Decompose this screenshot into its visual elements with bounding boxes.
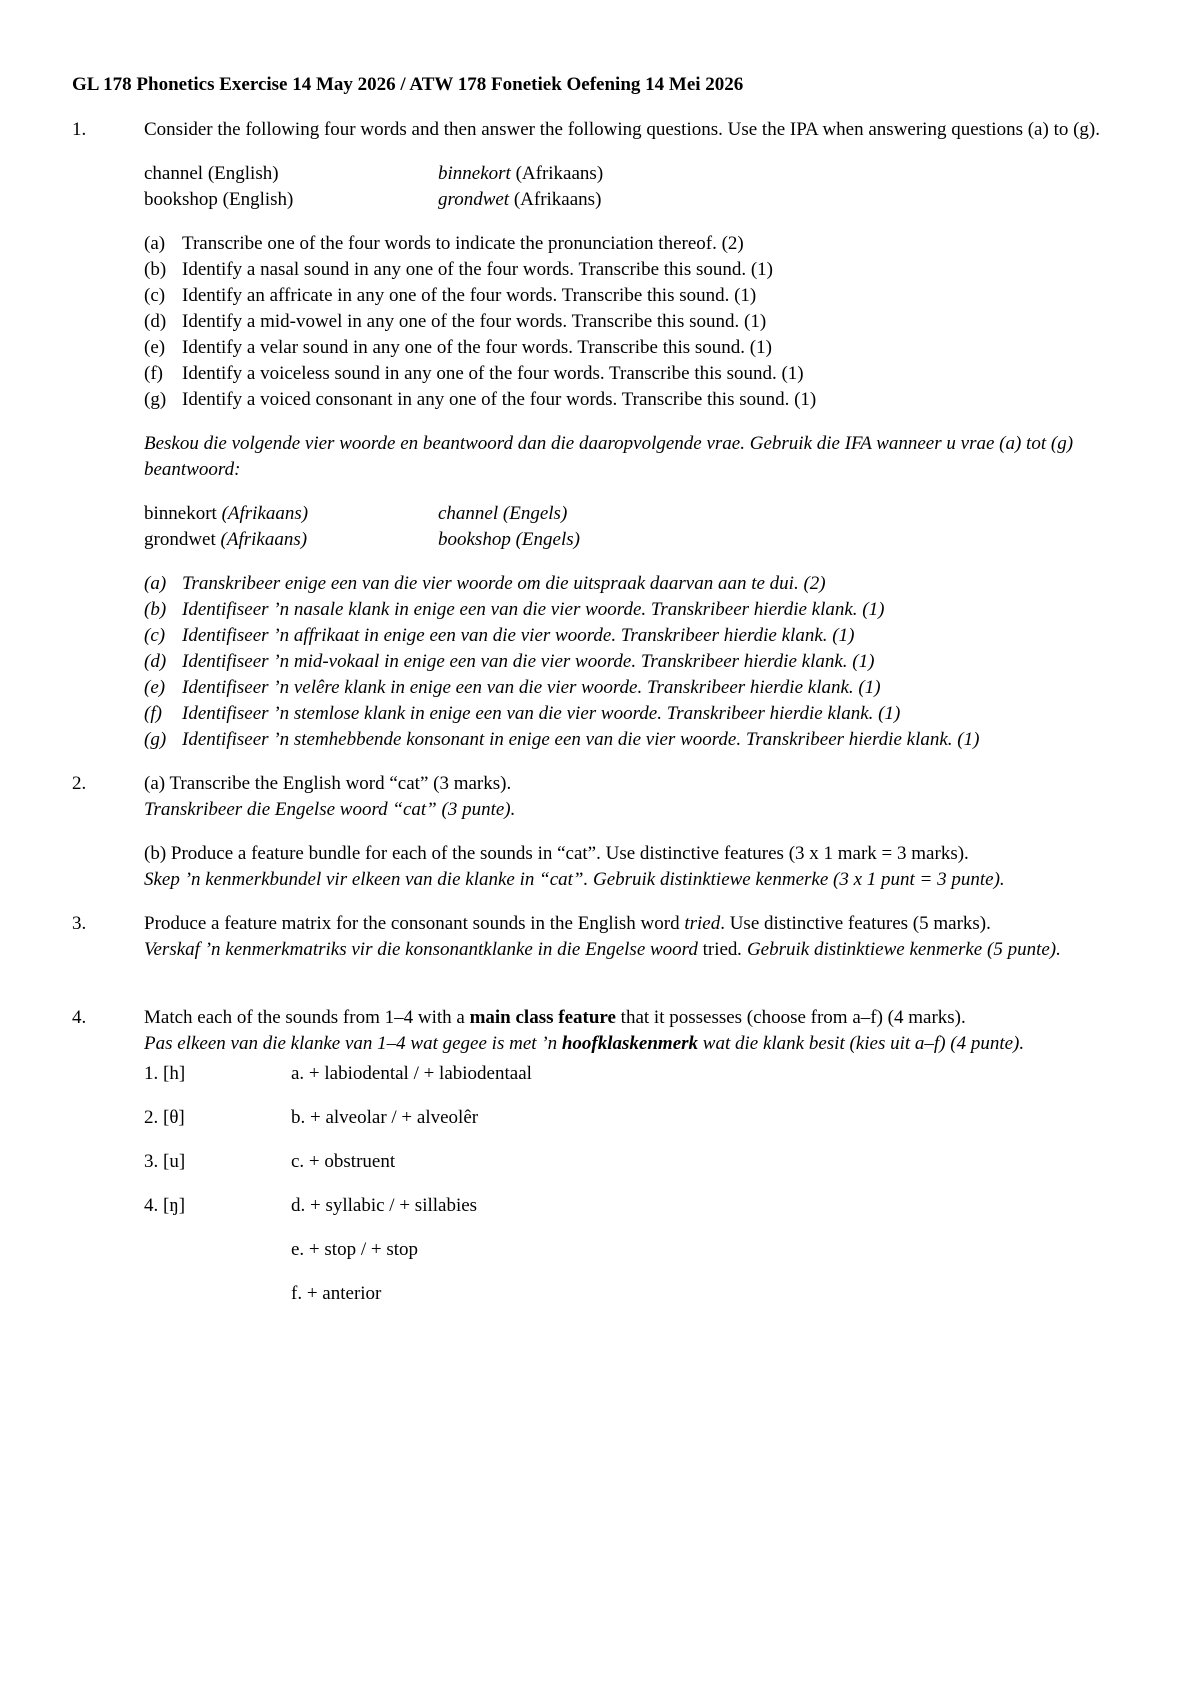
list-item: (c) Identifiseer ’n affrikaat in enige een van die vier woorde. Transkribeer hierdie klank. (1) — [144, 625, 855, 646]
list-item: (b) Identify a nasal sound in any one of the four words. Transcribe this sound. (1) — [144, 259, 774, 280]
question-body — [144, 1005, 1142, 1307]
sound-item: 4. [ŋ] — [144, 1195, 186, 1216]
list-item: (d) Identifiseer ’n mid-vokaal in enige een van die vier woorde. Transkribeer hierdie klank. (1) — [144, 651, 875, 672]
word-entry: bookshop (Engels) — [438, 529, 580, 550]
word-entry: grondwet (Afrikaans) — [144, 529, 308, 550]
feature-item: a. + labiodental / + labiodentaal — [291, 1063, 532, 1084]
list-item: (d) Identify a mid-vowel in any one of the four words. Transcribe this sound. (1) — [144, 311, 767, 332]
feature-item: c. + obstruent — [291, 1151, 396, 1172]
list-item: (a) Transkribeer enige een van die vier woorde om die uitspraak daarvan aan te dui. (2) — [144, 573, 826, 594]
word-entry: channel (Engels) — [438, 503, 568, 524]
question-1 — [72, 117, 1142, 753]
q1-intro-af: Beskou die volgende vier woorde en beantwoord dan die daaropvolgende vrae. Gebruik die IFA wanneer u vrae (a) tot (g) beantwoord: — [144, 433, 1074, 480]
question-number: 4. — [72, 1007, 87, 1028]
question-number: 1. — [72, 119, 87, 140]
q1-words-af — [144, 501, 1142, 553]
q1-intro-en: Consider the following four words and then answer the following questions. Use the IPA when answering questions (a) to (g). — [144, 119, 1101, 140]
q4-en: Match each of the sounds from 1–4 with a main class feature that it possesses (choose from a–f) (4 marks). — [144, 1007, 966, 1028]
question-body — [144, 117, 1142, 753]
feature-item: e. + stop / + stop — [291, 1239, 418, 1260]
list-item: (e) Identifiseer ’n velêre klank in enige een van die vier woorde. Transkribeer hierdie klank. (1) — [144, 677, 881, 698]
document-page — [72, 72, 1142, 1307]
q2-b-en: (b) Produce a feature bundle for each of the sounds in “cat”. Use distinctive features (3 x 1 mark = 3 marks). — [144, 843, 969, 864]
question-3 — [72, 911, 1142, 963]
list-item: (c) Identify an affricate in any one of the four words. Transcribe this sound. (1) — [144, 285, 757, 306]
sound-item: 1. [h] — [144, 1063, 186, 1084]
feature-item: b. + alveolar / + alveolêr — [291, 1107, 479, 1128]
q1-items-af — [144, 571, 1142, 753]
question-2 — [72, 771, 1142, 893]
q1-items-en — [144, 231, 1142, 413]
question-4 — [72, 1005, 1142, 1307]
list-item: (f) Identifiseer ’n stemlose klank in enige een van die vier woorde. Transkribeer hierdie klank. (1) — [144, 703, 901, 724]
feature-item: d. + syllabic / + sillabies — [291, 1195, 478, 1216]
list-item: (g) Identify a voiced consonant in any one of the four words. Transcribe this sound. (1) — [144, 389, 817, 410]
q2-a-en: (a) Transcribe the English word “cat” (3 marks). — [144, 773, 512, 794]
word-entry: binnekort (Afrikaans) — [438, 163, 604, 184]
sound-item: 3. [u] — [144, 1151, 186, 1172]
question-body — [144, 911, 1142, 963]
list-item: (e) Identify a velar sound in any one of the four words. Transcribe this sound. (1) — [144, 337, 772, 358]
feature-item: f. + anterior — [291, 1283, 382, 1304]
q4-match-grid — [144, 1061, 1142, 1307]
q3-af: Verskaf ’n kenmerkmatriks vir die konsonantklanke in die Engelse woord tried. Gebruik distinktiewe kenmerke (5 punte). — [144, 939, 1061, 960]
list-item: (f) Identify a voiceless sound in any one of the four words. Transcribe this sound. (1) — [144, 363, 804, 384]
list-item: (a) Transcribe one of the four words to indicate the pronunciation thereof. (2) — [144, 233, 744, 254]
list-item: (g) Identifiseer ’n stemhebbende konsonant in enige een van die vier woorde. Transkribeer hierdie klank. (1) — [144, 729, 980, 750]
word-entry: grondwet (Afrikaans) — [438, 189, 602, 210]
word-entry: channel (English) — [144, 163, 279, 184]
sound-item: 2. [θ] — [144, 1107, 185, 1128]
word-entry: bookshop (English) — [144, 189, 294, 210]
q3-en: Produce a feature matrix for the consonant sounds in the English word tried. Use distinctive features (5 marks). — [144, 913, 991, 934]
question-number: 3. — [72, 913, 87, 934]
document-title: GL 178 Phonetics Exercise 14 May 2026 / ATW 178 Fonetiek Oefening 14 Mei 2026 — [72, 74, 744, 95]
q2-a-af: Transkribeer die Engelse woord “cat” (3 punte). — [144, 799, 516, 820]
q2-b-af: Skep ’n kenmerkbundel vir elkeen van die klanke in “cat”. Gebruik distinktiewe kenmerke (3 x 1 punt = 3 punte). — [144, 869, 1005, 890]
q1-words-en — [144, 161, 1142, 213]
question-number: 2. — [72, 773, 87, 794]
q4-af: Pas elkeen van die klanke van 1–4 wat gegee is met ’n hoofklaskenmerk wat die klank besit (kies uit a–f) (4 punte). — [144, 1033, 1025, 1054]
word-entry: binnekort (Afrikaans) — [144, 503, 309, 524]
question-body — [144, 771, 1142, 893]
list-item: (b) Identifiseer ’n nasale klank in enige een van die vier woorde. Transkribeer hierdie klank. (1) — [144, 599, 885, 620]
